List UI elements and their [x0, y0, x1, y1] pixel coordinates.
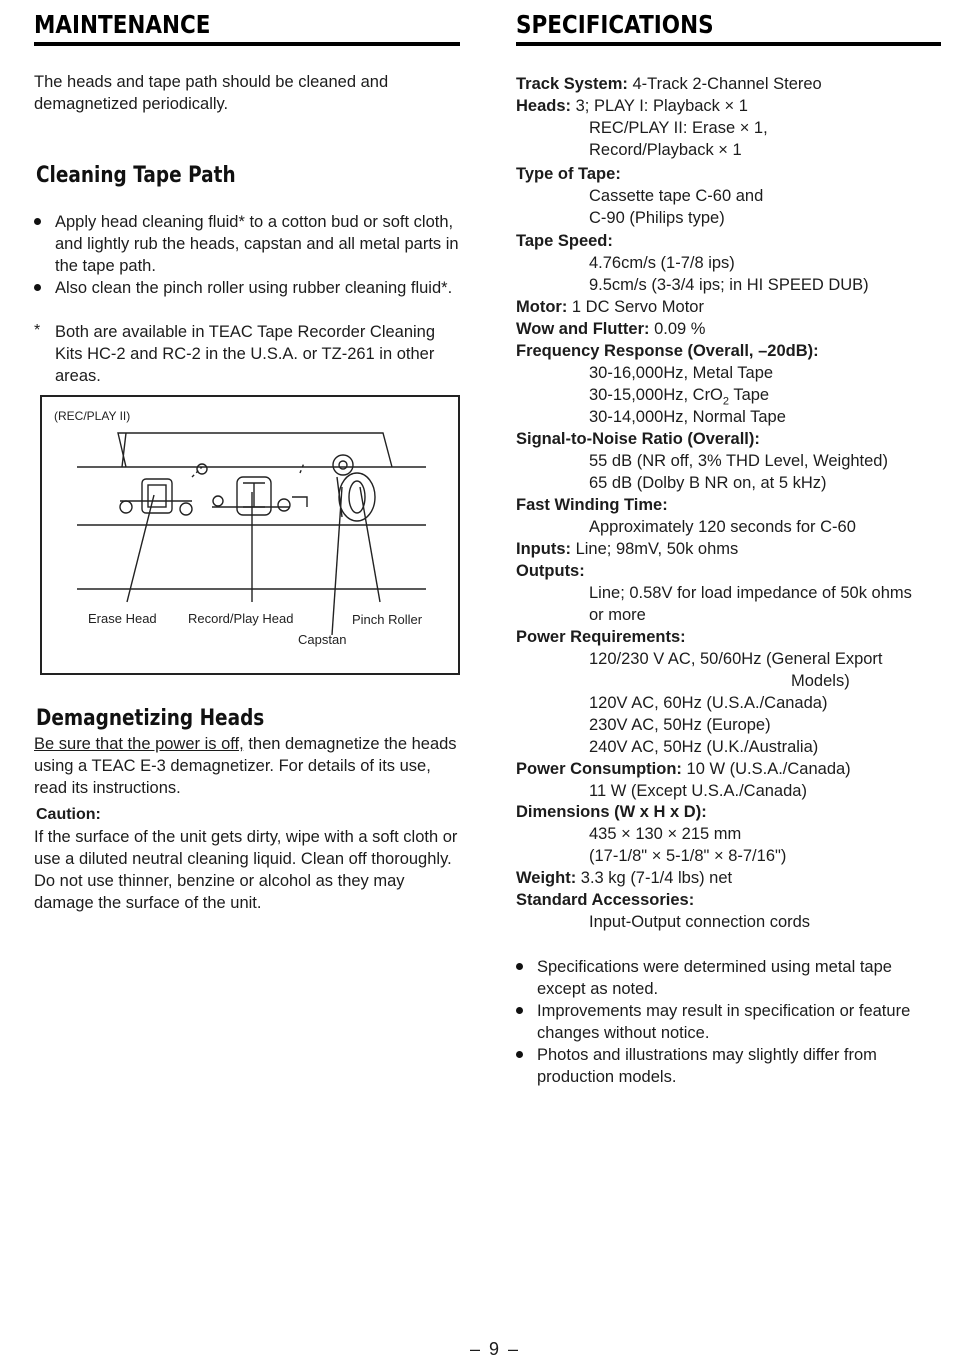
spec-tape-type-line-2: C-90 (Philips type) — [589, 209, 725, 227]
spec-outputs-line-2: or more — [589, 606, 646, 624]
spec-heads-line-3: Record/Playback × 1 — [589, 141, 742, 159]
page-number: – 9 – — [470, 1339, 521, 1359]
spec-heads: Heads: 3; PLAY I: Playback × 1 — [516, 97, 748, 115]
spec-tape-type-line-1: Cassette tape C-60 and — [589, 187, 764, 205]
spec-power-consumption: Power Consumption: 10 W (U.S.A./Canada) — [516, 760, 851, 778]
tape-head-diagram — [42, 397, 458, 673]
spec-outputs: Outputs: — [516, 562, 585, 580]
bullet-dot-icon — [516, 1051, 523, 1058]
spec-frequency-response: Frequency Response (Overall, –20dB): — [516, 342, 819, 360]
caution-label: Caution: — [36, 806, 101, 823]
bullet-dot-icon — [516, 1007, 523, 1014]
spec-freq-line-2: 30-15,000Hz, CrO$_2$ Tape — [589, 386, 770, 408]
spec-standard-accessories: Standard Accessories: — [516, 891, 695, 909]
pinch-roller-label: Pinch Roller — [352, 612, 423, 627]
spec-dim-line-1: 435 × 130 × 215 mm — [589, 825, 742, 843]
asterisk-icon: * — [34, 322, 41, 339]
specifications-title: SPECIFICATIONS — [516, 10, 714, 39]
spec-power-line-1b: Models) — [791, 672, 850, 690]
spec-wow-flutter: Wow and Flutter: 0.09 % — [516, 320, 706, 338]
spec-note-1: Specifications were determined using metal tape except as noted. — [516, 956, 944, 1000]
bullet-dot-icon — [34, 284, 41, 291]
spec-outputs-line-1: Line; 0.58V for load impedance of 50k ohms — [589, 584, 912, 602]
spec-weight: Weight: 3.3 kg (7-1/4 lbs) net — [516, 869, 733, 887]
spec-dimensions: Dimensions (W x H x D): — [516, 803, 707, 821]
caution-text: If the surface of the unit gets dirty, wipe with a soft cloth or use a diluted neutral cleaning liquid. Clean off thoroughly. Do not use thinner, benzine or alcohol as they may damage the surface of the unit. — [34, 828, 458, 912]
spec-speed-line-2: 9.5cm/s (3-3/4 ips; in HI SPEED DUB) — [589, 276, 869, 294]
spec-note-3: Photos and illustrations may slightly differ from production models. — [516, 1044, 944, 1088]
spec-power-line-3: 230V AC, 50Hz (Europe) — [589, 716, 771, 734]
spec-dim-line-2: (17-1/8" × 5-1/8" × 8-7/16") — [589, 847, 787, 865]
record-play-head-label: Record/Play Head — [188, 611, 294, 626]
capstan-label: Capstan — [298, 632, 347, 647]
spec-power-line-2: 120V AC, 60Hz (U.S.A./Canada) — [589, 694, 828, 712]
spec-type-of-tape: Type of Tape: — [516, 165, 621, 183]
power-off-warning: Be sure that the power is off, — [34, 735, 244, 753]
demag-text — [34, 733, 462, 799]
spec-snr-line-1: 55 dB (NR off, 3% THD Level, Weighted) — [589, 452, 888, 470]
spec-fast-winding: Fast Winding Time: — [516, 496, 668, 514]
spec-note-2: Improvements may result in specification or feature changes without notice. — [516, 1000, 944, 1044]
spec-accessories-line-1: Input-Output connection cords — [589, 913, 811, 931]
spec-heads-line-2: REC/PLAY II: Erase × 1, — [589, 119, 768, 137]
cleaning-footnote: * Both are available in TEAC Tape Recorder Cleaning Kits HC-2 and RC-2 in the U.S.A. or TZ-261 in other areas. — [34, 322, 436, 385]
spec-power-line-1: 120/230 V AC, 50/60Hz (General Export — [589, 650, 883, 668]
specifications-title-rule — [516, 42, 941, 46]
figure-caption: (REC/PLAY II) — [54, 409, 131, 423]
maintenance-title: MAINTENANCE — [34, 10, 211, 39]
spec-consumption-line-2: 11 W (Except U.S.A./Canada) — [589, 782, 807, 800]
spec-inputs: Inputs: Line; 98mV, 50k ohms — [516, 540, 739, 558]
spec-motor: Motor: 1 DC Servo Motor — [516, 298, 704, 316]
erase-head-label: Erase Head — [88, 611, 157, 626]
spec-track-system: Track System: 4-Track 2-Channel Stereo — [516, 75, 822, 93]
bullet-dot-icon — [516, 963, 523, 970]
spec-tape-speed: Tape Speed: — [516, 232, 613, 250]
cleaning-bullet-2: Also clean the pinch roller using rubber cleaning fluid*. — [34, 277, 462, 299]
maintenance-title-rule — [34, 42, 460, 46]
spec-speed-line-1: 4.76cm/s (1-7/8 ips) — [589, 254, 735, 272]
cleaning-heading: Cleaning Tape Path — [36, 163, 236, 188]
spec-fast-line-1: Approximately 120 seconds for C-60 — [589, 518, 856, 536]
spec-power-requirements: Power Requirements: — [516, 628, 686, 646]
spec-signal-noise: Signal-to-Noise Ratio (Overall): — [516, 430, 760, 448]
spec-freq-line-3: 30-14,000Hz, Normal Tape — [589, 408, 786, 426]
spec-power-line-4: 240V AC, 50Hz (U.K./Australia) — [589, 738, 819, 756]
tape-path-figure — [40, 395, 460, 675]
demag-heading: Demagnetizing Heads — [36, 706, 265, 731]
spec-freq-line-1: 30-16,000Hz, Metal Tape — [589, 364, 774, 382]
maintenance-intro: The heads and tape path should be cleaned and demagnetized periodically. — [34, 73, 389, 113]
demag-body: then demagnetize the heads using a TEAC E-3 demagnetizer. For details of its use, read its instructions. — [34, 735, 457, 797]
bullet-dot-icon — [34, 218, 41, 225]
cleaning-bullet-1: Apply head cleaning fluid* to a cotton bud or soft cloth, and lightly rub the heads, capstan and all metal parts in the tape path. — [34, 211, 462, 277]
spec-snr-line-2: 65 dB (Dolby B NR on, at 5 kHz) — [589, 474, 827, 492]
